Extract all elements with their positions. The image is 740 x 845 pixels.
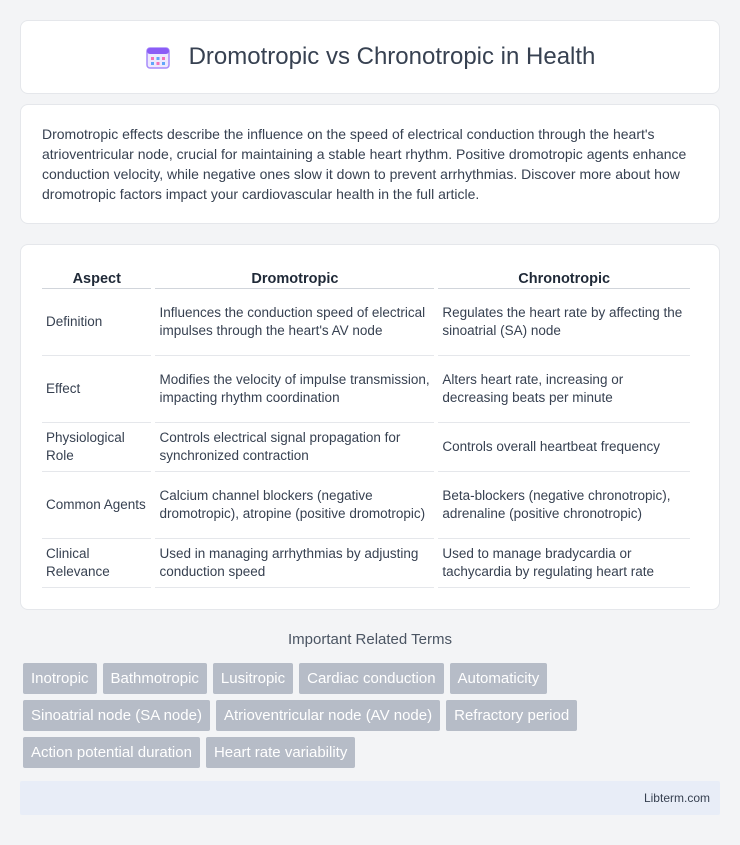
tag-bathmotropic[interactable]: Bathmotropic [103,663,207,694]
tag-row [23,663,723,694]
table-cell-dromotropic: Used in managing arrhythmias by adjusting conduction speed [155,539,434,588]
intro-paragraph: Dromotropic effects describe the influence on the speed of electrical conduction through the heart's atrioventricular node, crucial for maintaining a stable heart rhythm. Positive dromotropic agents enhance conduction velocity, while negative ones slow it down to prevent arrhythmias. Discover more about how dromotropic factors impact your cardiovascular health in the full article. [42,126,687,202]
tag-row [23,737,723,768]
table-cell-dromotropic: Controls electrical signal propagation for synchronized contraction [155,423,434,472]
title-row [145,43,596,71]
table-row [42,472,690,539]
table-cell-chronotropic: Regulates the heart rate by affecting the sinoatrial (SA) node [438,289,690,356]
table-cell-chronotropic: Beta-blockers (negative chronotropic), adrenaline (positive chronotropic) [438,472,690,539]
title-card [20,20,720,94]
table-cell-dromotropic: Influences the conduction speed of electrical impulses through the heart's AV node [155,289,434,356]
related-terms-list [23,663,723,774]
tag-lusitropic[interactable]: Lusitropic [213,663,293,694]
tag-action-potential-duration[interactable]: Action potential duration [23,737,200,768]
column-header: Chronotropic [438,265,690,289]
table-cell-chronotropic: Controls overall heartbeat frequency [438,423,690,472]
footer [20,781,720,815]
tag-sinoatrial-node[interactable]: Sinoatrial node (SA node) [23,700,210,731]
table-cell-aspect: Physiological Role [42,423,151,472]
table-row [42,356,690,423]
comparison-table [38,265,694,588]
tag-cardiac-conduction[interactable]: Cardiac conduction [299,663,443,694]
table-cell-aspect: Clinical Relevance [42,539,151,588]
tag-heart-rate-variability[interactable]: Heart rate variability [206,737,355,768]
tag-automaticity[interactable]: Automaticity [450,663,548,694]
table-cell-aspect: Definition [42,289,151,356]
column-header: Dromotropic [155,265,434,289]
tag-row [23,700,723,731]
column-header: Aspect [42,265,151,289]
table-cell-chronotropic: Alters heart rate, increasing or decreasing beats per minute [438,356,690,423]
footer-site-link[interactable]: Libterm.com [643,791,710,805]
table-row [42,423,690,472]
comparison-card [20,244,720,610]
page-title: Dromotropic vs Chronotropic in Health [188,43,596,70]
tag-atrioventricular-node[interactable]: Atrioventricular node (AV node) [216,700,440,731]
calendar-icon [145,44,171,70]
tag-inotropic[interactable]: Inotropic [23,663,97,694]
table-cell-aspect: Effect [42,356,151,423]
table-cell-dromotropic: Calcium channel blockers (negative dromotropic), atropine (positive dromotropic) [155,472,434,539]
table-row [42,289,690,356]
table-cell-dromotropic: Modifies the velocity of impulse transmission, impacting rhythm coordination [155,356,434,423]
table-row [42,539,690,588]
table-cell-aspect: Common Agents [42,472,151,539]
related-terms-heading: Important Related Terms [288,631,452,648]
table-cell-chronotropic: Used to manage bradycardia or tachycardia by regulating heart rate [438,539,690,588]
table-header-row [42,265,690,289]
tag-refractory-period[interactable]: Refractory period [446,700,577,731]
intro-card [20,104,720,224]
